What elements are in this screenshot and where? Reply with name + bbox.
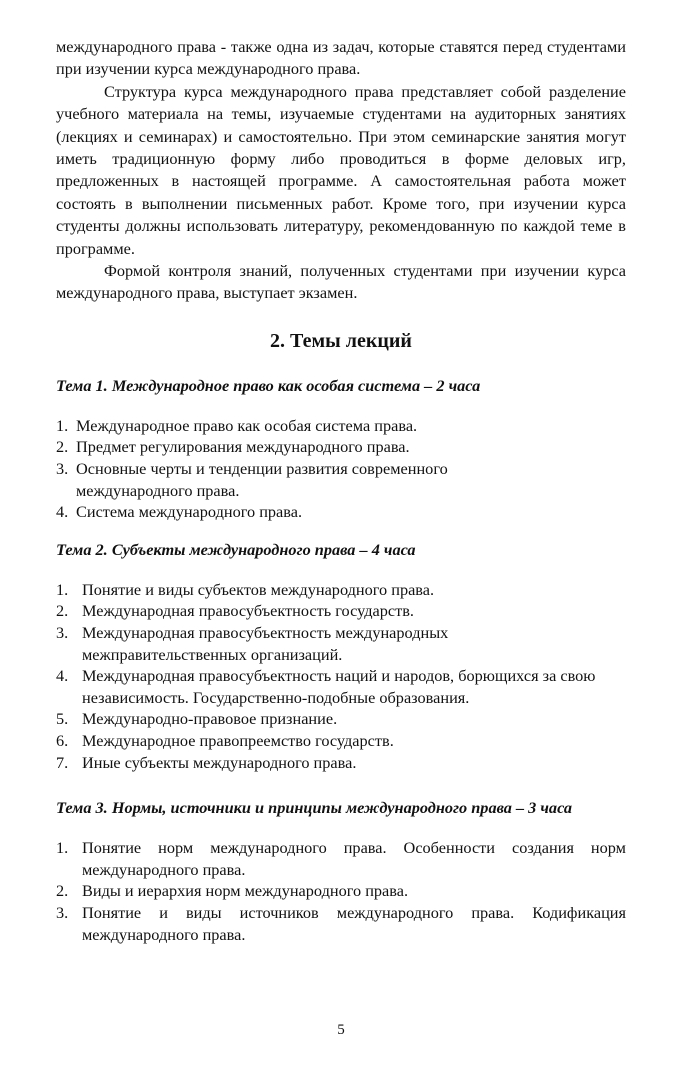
list-item-number: 4. — [56, 502, 69, 522]
topic-2-title: Тема 2. Субъекты международного права – 4 часа — [56, 539, 416, 559]
list-item-text: Международная правосубъектность международных межправительственных организаций. — [82, 623, 449, 664]
topic-3-title: Тема 3. Нормы, источники и принципы международного права – 3 часа — [56, 798, 573, 818]
topic-1-list — [56, 415, 626, 523]
paragraph-course-structure: Структура курса международного права представляет собой разделение учебного материала на темы, изучаемые студентами на аудиторных занятиях (лекциях и семинарах) и самостоятельно. При этом семинарские занятия могут иметь традиционную форму либо проводиться в форме деловых игр, предложенных в настоящей программе. А самостоятельная работа может состоять в выполнении письменных работ. Кроме того, при изучении курса студенты должны использовать литературу, рекомендованную по каждой теме в программе. — [56, 81, 626, 258]
list-item — [56, 579, 616, 601]
list-item-number: 1. — [56, 838, 69, 858]
list-item-text: Международно-правовое признание. — [82, 709, 338, 729]
list-item-text: Понятие и виды источников международного права. Кодификация международного права. — [82, 902, 626, 944]
list-item-number: 3. — [56, 623, 69, 643]
list-item-text: Предмет регулирования международного права. — [76, 437, 410, 457]
list-item — [56, 752, 616, 774]
list-item-text: Международное правопреемство государств. — [82, 731, 394, 750]
section-title: 2. Темы лекций — [270, 329, 412, 352]
list-item-text: Понятие норм международного права. Особенности создания норм международного права. — [82, 838, 626, 879]
list-item-number: 3. — [56, 459, 69, 479]
page-number: 5 — [337, 1022, 345, 1038]
list-item — [56, 501, 626, 523]
list-item — [56, 708, 616, 730]
list-item-number: 6. — [56, 731, 69, 750]
list-item — [56, 436, 626, 458]
list-item-text: Международное право как особая система права. — [76, 415, 418, 435]
topic-2-list — [56, 579, 616, 773]
list-item — [56, 880, 626, 902]
list-item-text: Иные субъекты международного права. — [82, 752, 357, 772]
list-item-number: 2. — [56, 601, 69, 621]
list-item — [56, 730, 616, 752]
list-item — [56, 837, 626, 880]
topic-3-list — [56, 837, 626, 945]
list-item-text: Система международного права. — [76, 502, 303, 522]
list-item-text: Международная правосубъектность государств. — [82, 601, 414, 621]
list-item-text: Основные черты и тенденции развития современного международного права. — [76, 459, 448, 500]
list-item-number: 7. — [56, 752, 69, 772]
list-item-text: Виды и иерархия норм международного права. — [82, 881, 409, 901]
list-item-number: 5. — [56, 709, 69, 729]
list-item-number: 2. — [56, 437, 69, 457]
list-item — [56, 600, 616, 622]
list-item-text: Понятие и виды субъектов международного права. — [82, 579, 435, 599]
list-item-number: 1. — [56, 579, 69, 599]
list-item-number: 2. — [56, 881, 69, 901]
list-item-number: 4. — [56, 666, 69, 686]
list-item — [56, 902, 626, 945]
document-page — [56, 36, 626, 945]
list-item — [56, 458, 536, 501]
list-item-number: 1. — [56, 415, 69, 435]
list-item — [56, 665, 616, 708]
list-item — [56, 415, 626, 437]
list-item — [56, 622, 522, 665]
topic-1-title: Тема 1. Международное право как особая система – 2 часа — [56, 375, 481, 395]
paragraph-assessment: Формой контроля знаний, полученных студентами при изучении курса международного права, выступает экзамен. — [56, 261, 626, 303]
list-item-number: 3. — [56, 902, 69, 922]
list-item-text: Международная правосубъектность наций и народов, борющихся за свою независимость. Государственно-подобные образования. — [82, 666, 596, 707]
paragraph-continuation: международного права - также одна из задач, которые ставятся перед студентами при изучении курса международного права. — [56, 37, 626, 79]
